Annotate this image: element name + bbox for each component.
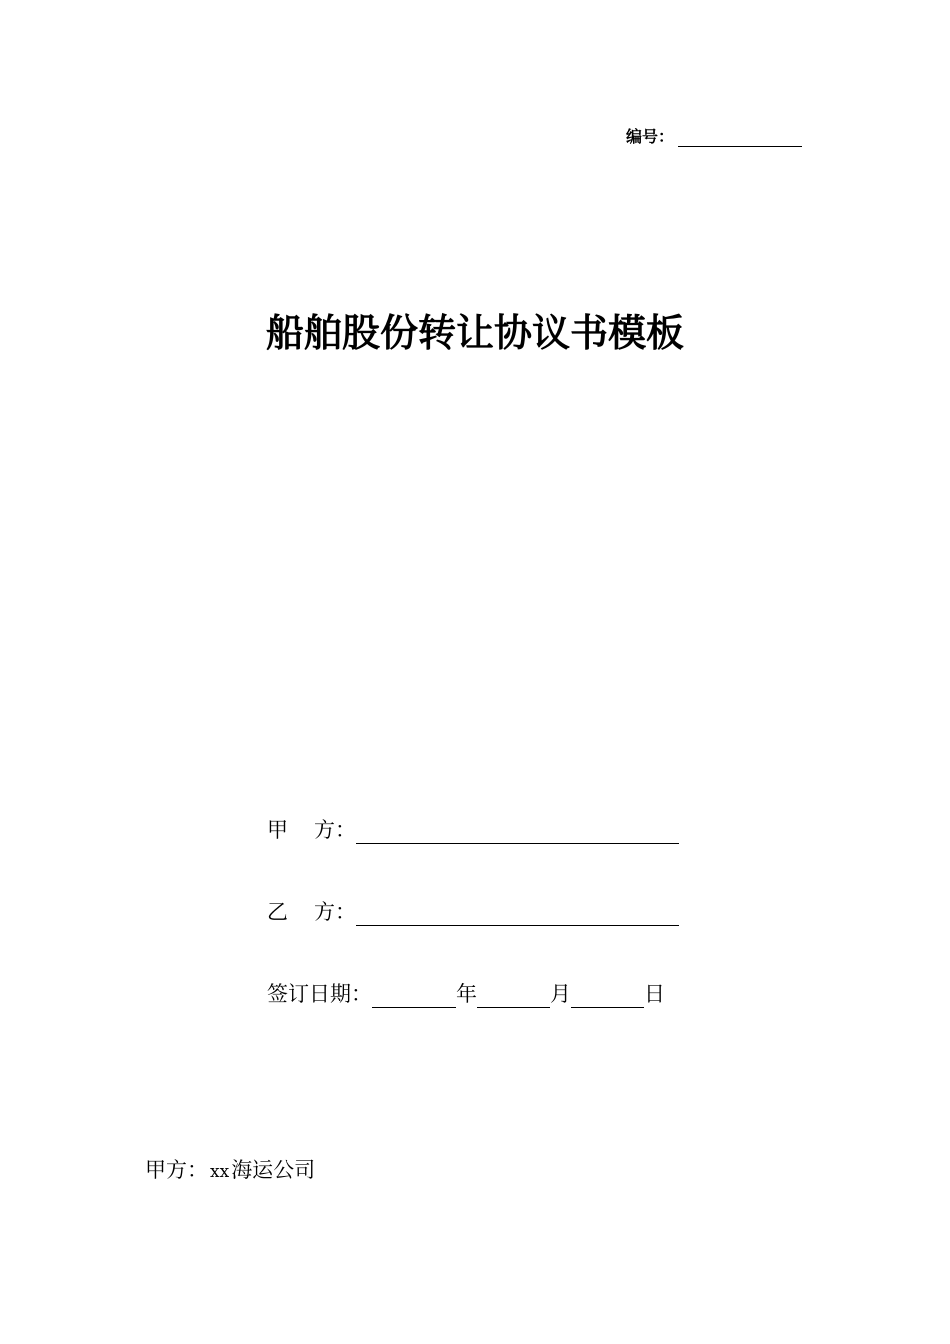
month-label: 月	[550, 982, 571, 1006]
document-title: 船舶股份转让协议书模板	[265, 311, 684, 355]
party-b-char2: 方：	[314, 900, 356, 924]
party-a-label: 甲方：	[145, 1158, 208, 1182]
party-b-field	[267, 896, 679, 926]
party-b-char1: 乙	[267, 900, 288, 924]
month-blank[interactable]	[477, 987, 550, 1008]
party-a-field	[267, 814, 679, 844]
day-label: 日	[644, 982, 665, 1006]
year-label: 年	[456, 982, 477, 1006]
serial-blank[interactable]	[678, 128, 802, 147]
party-a-char1: 甲	[267, 818, 288, 842]
party-a-xx: xx	[210, 1162, 230, 1182]
date-label: 签订日期：	[267, 982, 372, 1006]
serial-number	[626, 124, 802, 147]
party-a-line	[145, 1154, 315, 1184]
party-a-blank[interactable]	[356, 823, 679, 844]
party-a-name: 海运公司	[231, 1158, 316, 1182]
day-blank[interactable]	[571, 987, 644, 1008]
party-b-blank[interactable]	[356, 905, 679, 926]
party-a-char2: 方：	[314, 818, 356, 842]
year-blank[interactable]	[372, 987, 456, 1008]
signing-date-field	[267, 978, 665, 1008]
serial-label: 编号：	[626, 127, 675, 146]
